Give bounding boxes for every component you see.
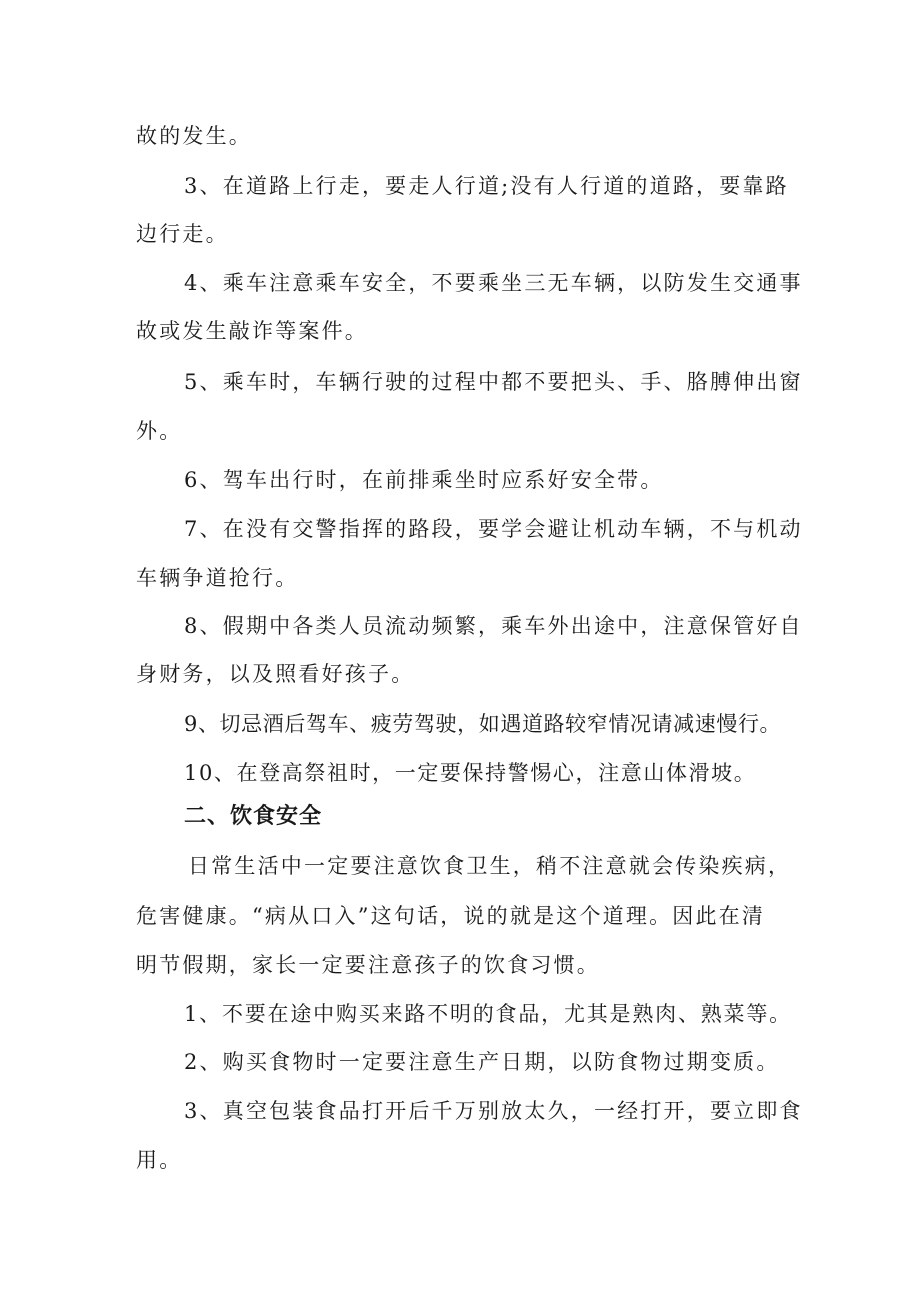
list-item-9-line-1: 9、切忌酒后驾车、疲劳驾驶，如遇道路较窄情况请减速慢行。: [184, 712, 782, 736]
section-intro-line-2: 危害健康。“病从口入”这句话，说的就是这个道理。因此在清: [136, 904, 766, 928]
paragraph-line: 故的发生。: [136, 124, 252, 148]
food-item-1-line-1: 1、不要在途中购买来路不明的食品，尤其是熟肉、熟菜等。: [184, 1002, 792, 1026]
list-item-7-line-2: 车辆争道抢行。: [136, 566, 299, 590]
list-item-4-line-1: 4、乘车注意乘车安全，不要乘坐三无车辆，以防发生交通事: [184, 271, 803, 295]
food-item-3-line-2: 用。: [136, 1148, 183, 1172]
section-intro-line-1: 日常生活中一定要注意饮食卫生，稍不注意就会传染疾病，: [188, 854, 792, 878]
list-item-6-line-1: 6、驾车出行时，在前排乘坐时应系好安全带。: [184, 468, 664, 492]
list-item-10-line-1: 10、在登高祭祖时，一定要保持警惕心，注意山体滑坡。: [184, 761, 757, 785]
list-item-8-line-1: 8、假期中各类人员流动频繁，乘车外出途中，注意保管好自: [184, 614, 803, 638]
list-item-4-line-2: 故或发生敲诈等案件。: [136, 319, 368, 343]
list-item-3-line-2: 边行走。: [136, 222, 229, 246]
list-item-7-line-1: 7、在没有交警指挥的路段，要学会避让机动车辆，不与机动: [184, 517, 803, 541]
food-item-3-line-1: 3、真空包装食品打开后千万别放太久，一经打开，要立即食: [184, 1099, 803, 1123]
section-intro-line-3: 明节假期，家长一定要注意孩子的饮食习惯。: [136, 953, 600, 977]
section-heading: 二、饮食安全: [184, 804, 323, 829]
list-item-5-line-1: 5、乘车时，车辆行驶的过程中都不要把头、手、胳膊伸出窗: [184, 370, 803, 394]
food-item-2-line-1: 2、购买食物时一定要注意生产日期，以防食物过期变质。: [184, 1050, 780, 1074]
list-item-5-line-2: 外。: [136, 419, 183, 443]
list-item-3-line-1: 3、在道路上行走，要走人行道;没有人行道的道路，要靠路: [184, 174, 789, 198]
list-item-8-line-2: 身财务，以及照看好孩子。: [136, 662, 415, 686]
